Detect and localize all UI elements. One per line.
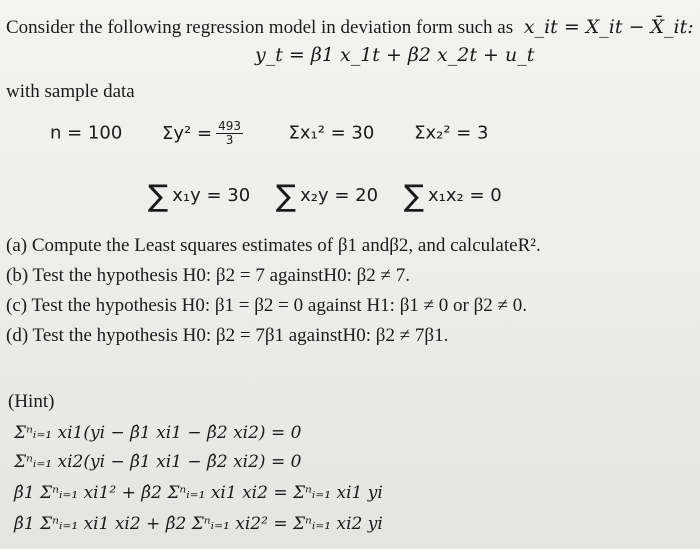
deviation-definition: x_it = X_it − X̄_it: bbox=[523, 16, 694, 38]
sample-data-label: with sample data bbox=[6, 81, 135, 102]
stat-sum-x1sq: Σx₁² = 30 bbox=[288, 122, 375, 144]
sum-icon: ∑ bbox=[403, 179, 425, 214]
hint-equation-4: β̂1 Σⁿᵢ₌₁ xi1 xi2 + β̂2 Σⁿᵢ₌₁ xi2² = Σⁿᵢ₌₁ xi2 yi bbox=[14, 514, 383, 534]
sum-icon: ∑ bbox=[275, 179, 297, 214]
stat-sum-y2-prefix: Σy² = bbox=[162, 122, 213, 144]
stat-sum-y2-fraction bbox=[216, 120, 243, 147]
stat-sum-y2-denominator: 3 bbox=[225, 133, 234, 147]
intro-text: Consider the following regression model in deviation form such as bbox=[6, 17, 514, 38]
model-equation: y_t = β1 x_1t + β2 x_2t + u_t bbox=[255, 44, 535, 66]
hint-label: (Hint) bbox=[8, 391, 55, 412]
hint-equation-2: Σⁿᵢ₌₁ xi2(yi − β̂1 xi1 − β̂2 xi2) = 0 bbox=[14, 452, 302, 472]
question-d: (d) Test the hypothesis H0: β2 = 7β1 againstH0: β2 ≠ 7β1. bbox=[6, 325, 449, 346]
intro-line bbox=[6, 15, 694, 40]
question-b: (b) Test the hypothesis H0: β2 = 7 againstH0: β2 ≠ 7. bbox=[6, 265, 410, 286]
hint-equation-1: Σⁿᵢ₌₁ xi1(yi − β̂1 xi1 − β̂2 xi2) = 0 bbox=[14, 423, 302, 443]
stats-row-2 bbox=[148, 179, 502, 214]
question-c: (c) Test the hypothesis H0: β1 = β2 = 0 against H1: β1 ≠ 0 or β2 ≠ 0. bbox=[6, 295, 527, 316]
stats-row-1 bbox=[50, 120, 489, 147]
stat-sum-x2sq: Σx₂² = 3 bbox=[414, 122, 489, 144]
stat-sum-x1y: x₁y = 30 bbox=[172, 185, 251, 206]
hint-equation-3: β̂1 Σⁿᵢ₌₁ xi1² + β̂2 Σⁿᵢ₌₁ xi1 xi2 = Σⁿᵢ₌₁ xi1 yi bbox=[14, 483, 383, 503]
stat-sum-x2y: x₂y = 20 bbox=[300, 185, 379, 206]
sum-icon: ∑ bbox=[148, 179, 169, 214]
stat-sum-y2 bbox=[162, 119, 249, 147]
stat-sum-x1x2: x₁x₂ = 0 bbox=[428, 185, 502, 206]
question-a: (a) Compute the Least squares estimates of β1 andβ2, and calculateR². bbox=[6, 235, 541, 256]
stat-sum-y2-numerator: 493 bbox=[218, 119, 241, 133]
stat-n: n = 100 bbox=[50, 122, 123, 144]
